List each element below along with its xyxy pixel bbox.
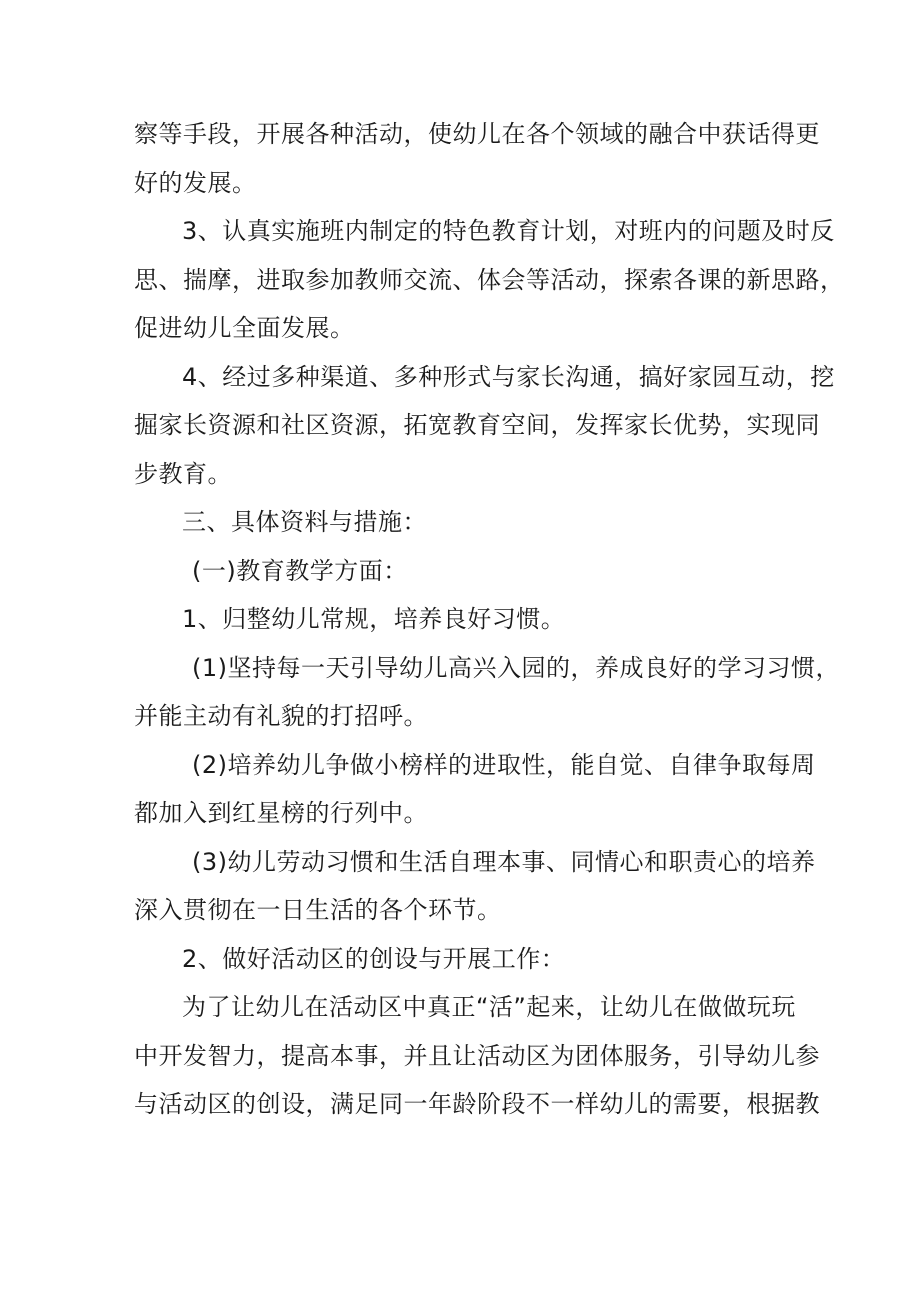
paragraph-line: 掘家长资源和社区资源，拓宽教育空间，发挥家长优势，实现同 xyxy=(134,411,820,439)
subsection-heading: (一)教育教学方面： xyxy=(192,556,408,585)
paragraph-line: 促进幼儿全面发展。 xyxy=(134,314,355,342)
paragraph-line: 深入贯彻在一日生活的各个环节。 xyxy=(134,896,502,924)
paragraph-line: (1)坚持每一天引导幼儿高兴入园的，养成良好的学习习惯， xyxy=(192,653,840,682)
list-item-heading: 1、归整幼儿常规，培养良好习惯。 xyxy=(182,605,566,633)
paragraph-line: (3)幼儿劳动习惯和生活自理本事、同情心和职责心的培养 xyxy=(192,847,816,876)
paragraph-line: 察等手段，开展各种活动，使幼儿在各个领域的融合中获话得更 xyxy=(134,120,820,148)
paragraph-line: 步教育。 xyxy=(134,459,232,488)
paragraph-line: 并能主动有礼貌的打招呼。 xyxy=(134,702,428,730)
paragraph-line: 为了让幼儿在活动区中真正“活”起来，让幼儿在做做玩玩 xyxy=(182,993,796,1021)
paragraph-line: 与活动区的创设，满足同一年龄阶段不一样幼儿的需要，根据教 xyxy=(134,1090,820,1118)
paragraph-line: 都加入到红星榜的行列中。 xyxy=(134,799,428,827)
paragraph-line: 4、经过多种渠道、多种形式与家长沟通，搞好家园互动，挖 xyxy=(182,362,835,391)
document-body xyxy=(134,110,845,1129)
paragraph-line: 中开发智力，提高本事，并且让活动区为团体服务，引导幼儿参 xyxy=(134,1041,820,1070)
section-heading: 三、具体资料与措施： xyxy=(182,508,427,536)
paragraph-line: 3、认真实施班内制定的特色教育计划，对班内的问题及时反 xyxy=(182,217,835,245)
list-item-heading: 2、做好活动区的创设与开展工作： xyxy=(182,944,566,973)
paragraph-line: (2)培养幼儿争做小榜样的进取性，能自觉、自律争取每周 xyxy=(192,750,816,779)
paragraph-line: 思、揣摩，进取参加教师交流、体会等活动，探索各课的新思路， xyxy=(134,265,845,294)
paragraph-line: 好的发展。 xyxy=(134,168,257,197)
